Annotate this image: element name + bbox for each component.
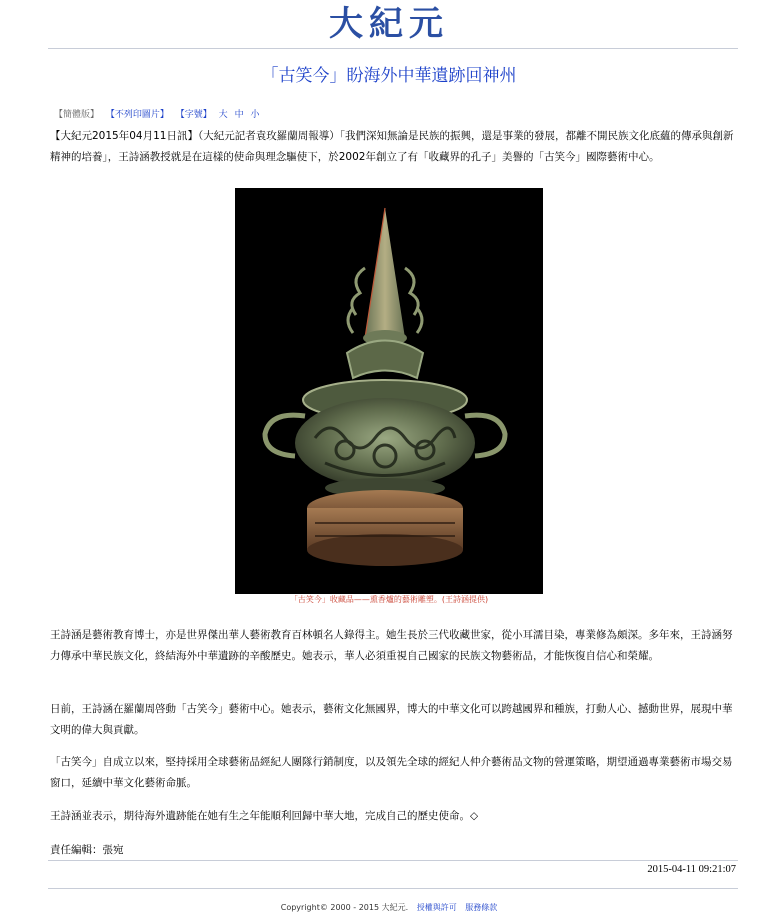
site-logo[interactable]: 大紀元 xyxy=(329,4,449,44)
article-paragraph: 【大紀元2015年04月11日訊】（大紀元記者袁玫羅蘭周報導）「我們深知無論是民族的振興，還是事業的發展，都離不開民族文化底蘊的傳承與創新精神的培養」，王詩涵教授就是在這樣的使命與理念驅使下，於2002年創立了有「收藏界的孔子」美譽的「古笑今」國際藝術中心。 xyxy=(50,130,734,163)
header-divider xyxy=(48,48,738,49)
license-link[interactable]: 授權與許可 xyxy=(416,903,457,912)
font-size-large-button[interactable]: 大 xyxy=(218,110,228,120)
page-footer xyxy=(0,902,778,913)
article-photo xyxy=(235,188,543,594)
article-toolbar xyxy=(54,109,263,121)
jade-incense-burner-image xyxy=(235,188,543,594)
responsible-editor: 責任編輯：張宛 xyxy=(50,844,124,856)
font-size-small-button[interactable]: 小 xyxy=(250,110,260,120)
article-paragraph: 王詩涵是藝術教育博士，亦是世界傑出華人藝術教育百林頓名人錄得主。她生長於三代收藏世家，從小耳濡目染，專業修為頗深。多年來，王詩涵努力傳承中華民族文化，終結海外中華遺跡的辛酸歷史。她表示，華人必須重視自己國家的民族文物藝術品，才能恢復自信心和榮耀。 xyxy=(50,629,733,662)
font-size-medium-button[interactable]: 中 xyxy=(234,110,244,120)
copyright-text: Copyright© 2000 - 2015 大紀元. xyxy=(280,903,409,912)
article-paragraph: 王詩涵並表示，期待海外遺跡能在她有生之年能順利回歸中華大地，完成自己的歷史使命。◇ xyxy=(50,810,479,822)
photo-caption: 「古笑今」收藏品——熏香爐的藝術雕塑。(王詩涵提供) xyxy=(289,595,489,604)
terms-link[interactable]: 服務條款 xyxy=(465,903,498,912)
simplified-version-link[interactable]: 【簡體版】 xyxy=(54,110,100,120)
article-paragraph: 日前，王詩涵在羅蘭周啓動「古笑今」藝術中心。她表示，藝術文化無國界，博大的中華文化可以跨越國界和種族，打動人心、撼動世界，展現中華文明的偉大與貢獻。 xyxy=(50,703,733,736)
no-image-print-link[interactable]: 【不列印圖片】 xyxy=(105,110,169,120)
article-paragraph: 「古笑今」自成立以來，堅持採用全球藝術品經紀人團隊行銷制度，以及領先全球的經紀人仲介藝術品文物的營運策略，期望通過專業藝術市場交易窗口，延續中華文化藝術命脈。 xyxy=(50,756,733,789)
publish-date: 2015-04-11 09:21:07 xyxy=(647,864,736,875)
footer-divider xyxy=(48,860,738,861)
article-title: 「古笑今」盼海外中華遺跡回神州 xyxy=(261,66,517,86)
footer-divider-bottom xyxy=(48,888,738,889)
font-size-label: 【字號】 xyxy=(175,110,212,120)
